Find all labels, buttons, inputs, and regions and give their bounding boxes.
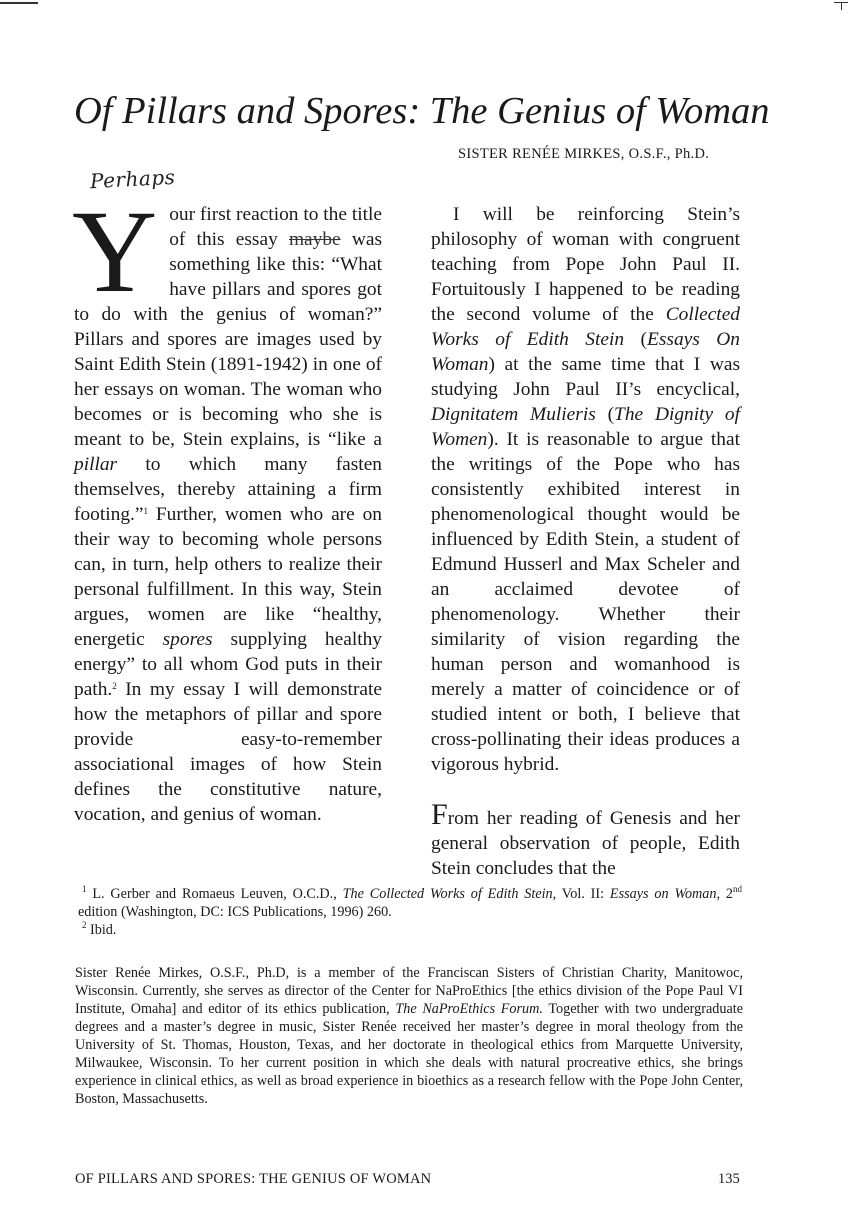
text-run: (: [595, 404, 615, 425]
body-paragraph-genesis: [431, 798, 740, 881]
struck-word: maybe: [288, 229, 341, 250]
text-run: In my essay I will demonstrate how the metaphors of pillar and spore provide easy-to-remember associational images of how Stein defines the constitutive nature, vocation, and genius of woman.: [74, 679, 382, 825]
right-column: [431, 202, 740, 881]
running-footer-title: OF PILLARS AND SPORES: THE GENIUS OF WOMAN: [75, 1171, 432, 1187]
text-run: ). It is reasonable to argue that the writings of the Pope who has consistently exhibited interest in phenomenological thought would be influenced by Edith Stein, a student of Edmund Husserl and Max Scheler and an acclaimed devotee of phenomenology. Whether their similarity of vision regarding the human person and womanhood is merely a matter of coincidence or of studied intent or both, I believe that cross-pollinating their ideas produces a vigorous hybrid.: [431, 429, 740, 775]
scan-edge-mark-left: [0, 2, 38, 4]
author-byline: SISTER RENÉE MIRKES, O.S.F., Ph.D.: [458, 146, 710, 162]
text-run: our first reaction to the title of this essay: [169, 204, 382, 250]
section-initial-letter: F: [431, 798, 448, 831]
text-run: , Vol. II:: [552, 886, 610, 902]
footnote-1: [78, 885, 742, 921]
text-run: rom her reading of Genesis and her general observation of people, Edith Stein concludes that the: [431, 808, 740, 879]
text-run: L. Gerber and Romaeus Leuven, O.C.D.,: [86, 886, 343, 902]
text-run: to which many fasten themselves, thereby attaining a firm footing.”: [74, 454, 382, 525]
text-run: edition (Washington, DC: ICS Publications, 1996) 260.: [78, 904, 392, 920]
footnote-number: 2: [82, 920, 87, 930]
body-paragraph-pope: [431, 202, 740, 777]
opening-paragraph: [72, 186, 383, 827]
text-run: ) at the same time that I was studying John Paul II’s encyclical,: [431, 354, 740, 400]
author-bio: [75, 964, 743, 1108]
page-number: 135: [718, 1171, 740, 1187]
italic-title-dignity-of-women: The Dignity of Women: [431, 404, 740, 450]
drop-cap-letter: Y: [72, 186, 158, 317]
article-title: Of Pillars and Spores: The Genius of Woman: [74, 90, 770, 132]
text-run: I will be reinforcing Stein’s philosophy of woman with congruent teaching from Pope John Paul II. Fortuitously I happened to be reading the second volume of the: [431, 204, 740, 325]
italic-publication-title: The NaProEthics Forum.: [395, 1001, 543, 1017]
text-run: (: [624, 329, 648, 350]
footnote-2: [82, 921, 742, 939]
italic-citation-volume: Essays on Woman: [609, 886, 717, 902]
footnote-ref-2: 2: [112, 681, 117, 691]
footnotes: [78, 885, 742, 939]
italic-title-essays-on-woman: Essays On Woman: [431, 329, 740, 375]
text-run: , 2: [716, 886, 733, 902]
text-run: was something like this: “What have pillars and spores got to do with the genius of woman?” Pillars and spores are images used by Saint Edith Stein (1891-1942) in one of her essays on woman. The woman who becomes or is becoming who she is meant to be, Stein explains, is “like a: [74, 229, 382, 450]
text-run: supplying healthy energy” to all whom God puts in their path.: [74, 629, 383, 700]
italic-title-collected-works: Collected Works of Edith Stein: [431, 304, 740, 350]
footnote-ref-1: 1: [143, 506, 148, 516]
footnote-number: 1: [82, 884, 87, 894]
italic-citation-title: The Collected Works of Edith Stein: [342, 886, 553, 902]
text-run: Ibid.: [86, 922, 117, 938]
scan-edge-mark-right: [834, 0, 848, 10]
left-column: [72, 186, 383, 827]
text-run: Further, women who are on their way to becoming whole persons can, in turn, help others to realize their personal fulfillment. In this way, Stein argues, women are like “healthy, energetic: [74, 504, 382, 650]
italic-term-pillar: pillar: [74, 454, 118, 475]
italic-term-spores: spores: [162, 629, 213, 650]
text-run: Sister Renée Mirkes, O.S.F., Ph.D, is a member of the Franciscan Sisters of Christian Charity, Manitowoc, Wisconsin. Currently, she serves as director of the Center for NaProEthics [the ethics division of the Pope Paul VI Institute, Omaha] and editor of its ethics publication,: [75, 965, 743, 1017]
text-run: Together with two undergraduate degrees and a master’s degree in music, Sister Renée received her master’s degree in moral theology from the University of St. Thomas, Houston, Texas, and her doctorate in theological ethics from Marquette University, Milwaukee, Wisconsin. To her current position in which she deals with natural procreative ethics, she brings experience in clinical ethics, as well as broad experience in bioethics as a research fellow with the Pope John Center, Boston, Massachusetts.: [75, 1001, 743, 1107]
ordinal-suffix: nd: [733, 884, 742, 894]
handwritten-insertion: Perhaps: [89, 164, 176, 194]
italic-title-dignitatem: Dignitatem Mulieris: [431, 404, 596, 425]
